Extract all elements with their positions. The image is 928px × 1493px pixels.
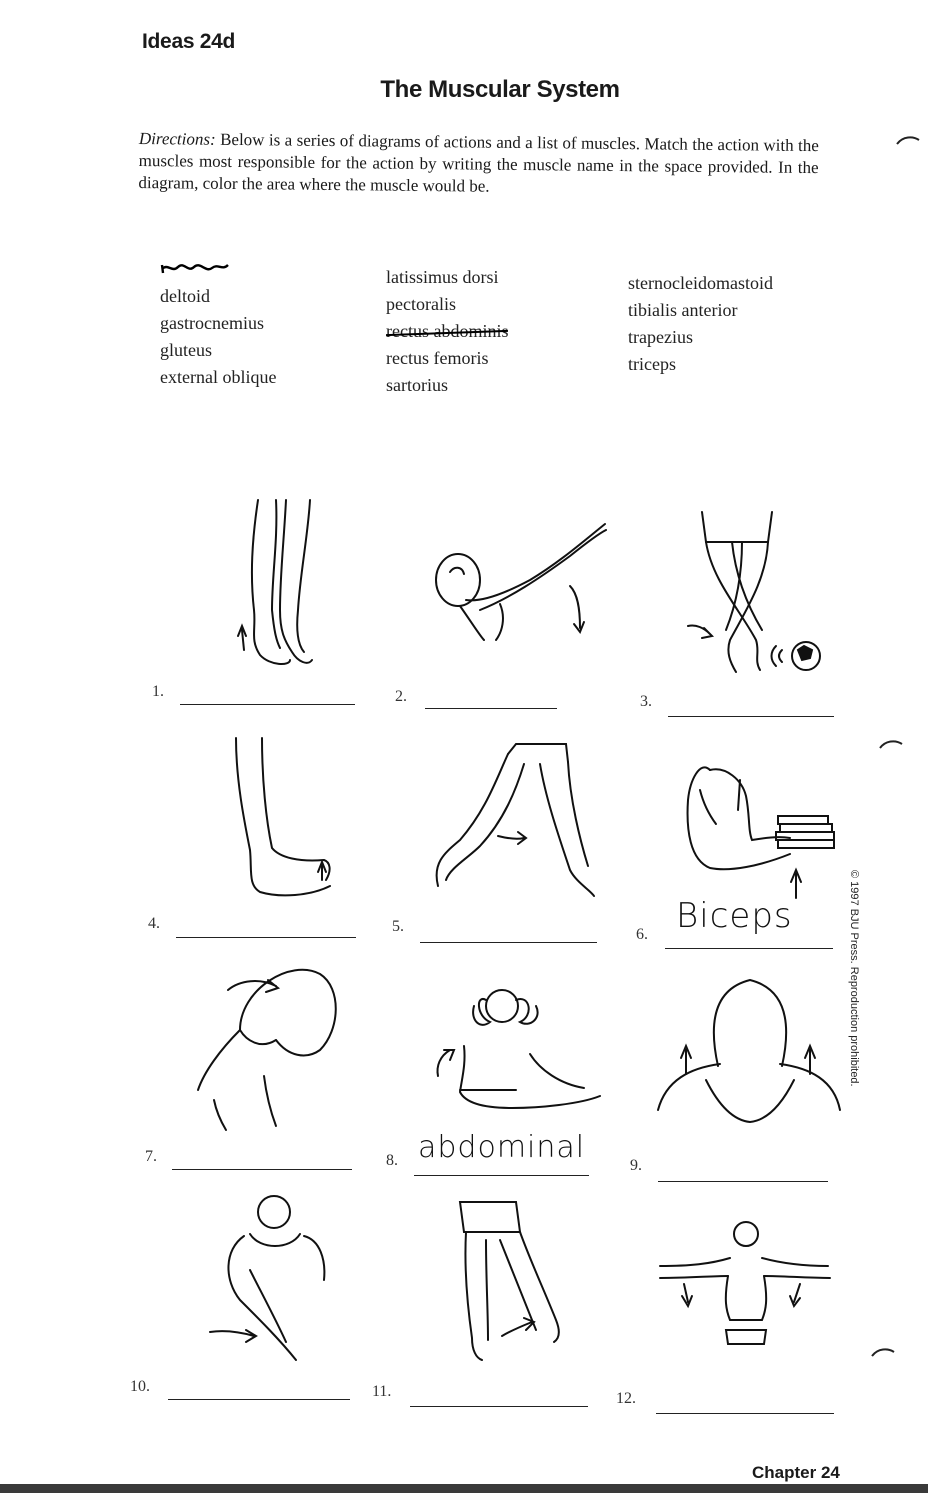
item-number: 2. <box>395 688 407 705</box>
item-number: 1. <box>152 683 164 700</box>
item-number: 3. <box>640 693 652 710</box>
word-bank-item: deltoid <box>160 286 210 306</box>
word-bank-column-2 <box>386 264 508 399</box>
diagram-12 <box>650 1210 890 1450</box>
item-number: 4. <box>148 915 160 932</box>
raised-arm-illustration <box>420 500 660 700</box>
worksheet-id: Ideas 24d <box>142 30 236 53</box>
word-bank-item: tibialis anterior <box>628 300 738 320</box>
answer-line-4[interactable] <box>176 937 356 938</box>
item-number: 9. <box>630 1157 642 1174</box>
head-turn-illustration <box>180 960 420 1140</box>
directions-lead: Directions: <box>138 128 216 149</box>
word-bank-item: sternocleidomastoid <box>628 273 773 293</box>
page-title: The Muscular System <box>380 76 620 103</box>
word-bank-item: sartorius <box>386 375 448 395</box>
diagram-4 <box>180 730 420 970</box>
diagram-5 <box>420 740 660 980</box>
walking-legs-illustration <box>420 740 660 920</box>
word-bank-item: gluteus <box>160 340 212 360</box>
item-number: 12. <box>616 1390 636 1407</box>
word-bank-item-crossed-out: rectus abdominis <box>386 318 508 345</box>
answer-line-11[interactable] <box>410 1406 588 1407</box>
kicking-leg-illustration <box>670 500 910 700</box>
answer-line-6[interactable] <box>665 948 833 949</box>
tiptoe-legs-illustration <box>180 480 420 680</box>
word-bank-item: gastrocnemius <box>160 313 264 333</box>
arm-extension-illustration <box>200 1190 440 1370</box>
word-bank-column-3 <box>628 270 773 378</box>
diagram-2 <box>420 500 660 740</box>
chapter-footer: Chapter 24 <box>752 1463 840 1482</box>
item-number: 5. <box>392 918 404 935</box>
answer-line-12[interactable] <box>656 1413 834 1414</box>
answer-line-7[interactable] <box>172 1169 352 1170</box>
item-number: 8. <box>386 1152 398 1169</box>
answer-line-5[interactable] <box>420 942 597 943</box>
diagram-8 <box>420 980 660 1220</box>
leg-abduction-illustration <box>420 1190 660 1370</box>
answer-line-3[interactable] <box>668 716 834 717</box>
word-bank-item: triceps <box>628 354 676 374</box>
raised-foot-illustration <box>180 730 420 910</box>
answer-line-10[interactable] <box>168 1399 350 1400</box>
word-bank-item: latissimus dorsi <box>386 267 499 287</box>
answer-text-8: abdominal <box>418 1130 586 1165</box>
diagram-10 <box>200 1190 440 1430</box>
item-number: 11. <box>372 1383 392 1400</box>
sit-up-illustration <box>420 980 660 1140</box>
word-bank-item: pectoralis <box>386 294 456 314</box>
word-bank-item: external oblique <box>160 367 277 387</box>
copyright-note: © 1997 BJU Press. Reproduction prohibited. <box>848 870 860 1087</box>
answer-line-1[interactable] <box>180 704 355 705</box>
diagram-3 <box>670 500 910 740</box>
word-bank-item <box>160 256 276 283</box>
margin-mark <box>870 1346 896 1358</box>
scribble-mark <box>160 259 230 275</box>
item-number: 7. <box>145 1148 157 1165</box>
directions-body: Below is a series of diagrams of actions and a list of muscles. Match the action with the muscles most responsible for the action by writing the muscle name in the space provided. In the diagram, color the area where the muscle would be. <box>138 129 819 196</box>
diagram-7 <box>180 960 420 1200</box>
answer-line-8[interactable] <box>414 1175 589 1176</box>
page-bottom-edge <box>0 1484 928 1493</box>
arm-holding-books-illustration <box>660 720 900 920</box>
diagram-1 <box>180 480 420 720</box>
item-number: 10. <box>130 1378 150 1395</box>
arms-lowering-illustration <box>650 1210 890 1370</box>
directions-paragraph <box>138 128 819 201</box>
margin-mark <box>878 738 904 750</box>
answer-line-9[interactable] <box>658 1181 828 1182</box>
margin-mark <box>895 134 921 146</box>
word-bank-item: trapezius <box>628 327 693 347</box>
word-bank-item: rectus femoris <box>386 348 489 368</box>
word-bank-column-1 <box>160 256 276 391</box>
answer-line-2[interactable] <box>425 708 557 709</box>
answer-text-6: Biceps <box>676 896 793 936</box>
item-number: 6. <box>636 926 648 943</box>
